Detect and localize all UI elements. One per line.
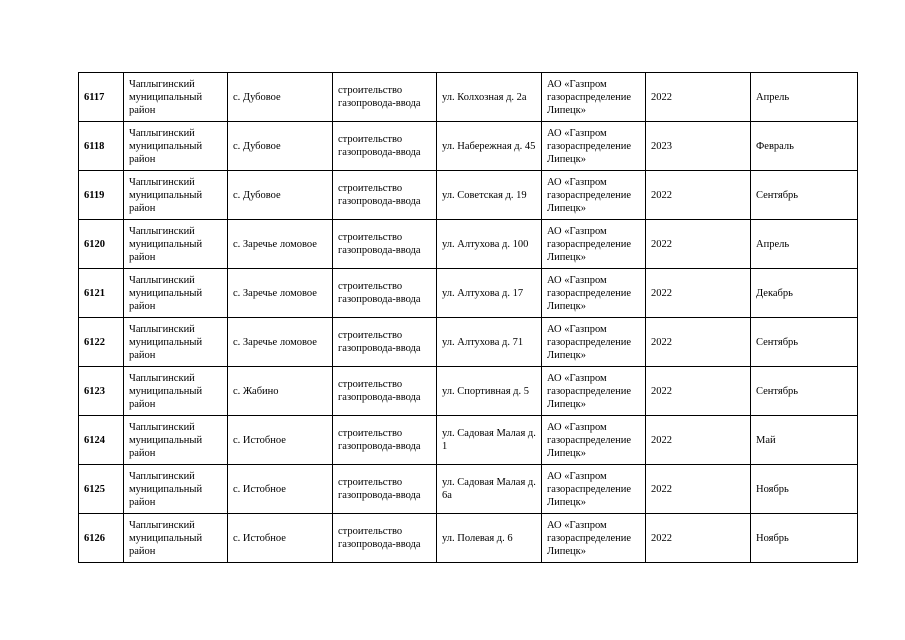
- table-row: [79, 73, 858, 122]
- month-cell: Ноябрь: [751, 465, 858, 514]
- year-cell: 2022: [646, 318, 751, 367]
- district-cell: Чаплыгинский муниципальный район: [124, 171, 228, 220]
- table-row: [79, 220, 858, 269]
- month-cell: Апрель: [751, 220, 858, 269]
- settlement-cell: с. Заречье ломовое: [228, 220, 333, 269]
- row-number: 6120: [79, 220, 124, 269]
- year-cell: 2022: [646, 73, 751, 122]
- settlement-cell: с. Истобное: [228, 465, 333, 514]
- address-cell: ул. Полевая д. 6: [437, 514, 542, 563]
- year-cell: 2022: [646, 171, 751, 220]
- organization-cell: АО «Газпром газораспределение Липецк»: [542, 367, 646, 416]
- row-number: 6123: [79, 367, 124, 416]
- work-type-cell: строительство газопровода-ввода: [333, 367, 437, 416]
- settlement-cell: с. Истобное: [228, 416, 333, 465]
- row-number: 6119: [79, 171, 124, 220]
- settlement-cell: с. Заречье ломовое: [228, 318, 333, 367]
- district-cell: Чаплыгинский муниципальный район: [124, 269, 228, 318]
- row-number: 6126: [79, 514, 124, 563]
- work-type-cell: строительство газопровода-ввода: [333, 122, 437, 171]
- row-number: 6125: [79, 465, 124, 514]
- month-cell: Сентябрь: [751, 367, 858, 416]
- year-cell: 2023: [646, 122, 751, 171]
- district-cell: Чаплыгинский муниципальный район: [124, 465, 228, 514]
- settlement-cell: с. Дубовое: [228, 73, 333, 122]
- month-cell: Апрель: [751, 73, 858, 122]
- district-cell: Чаплыгинский муниципальный район: [124, 220, 228, 269]
- address-cell: ул. Спортивная д. 5: [437, 367, 542, 416]
- year-cell: 2022: [646, 269, 751, 318]
- address-cell: ул. Садовая Малая д. 1: [437, 416, 542, 465]
- month-cell: Сентябрь: [751, 318, 858, 367]
- row-number: 6124: [79, 416, 124, 465]
- district-cell: Чаплыгинский муниципальный район: [124, 367, 228, 416]
- district-cell: Чаплыгинский муниципальный район: [124, 73, 228, 122]
- row-number: 6122: [79, 318, 124, 367]
- table-row: [79, 465, 858, 514]
- work-type-cell: строительство газопровода-ввода: [333, 269, 437, 318]
- gasification-table: [78, 72, 858, 563]
- settlement-cell: с. Дубовое: [228, 122, 333, 171]
- work-type-cell: строительство газопровода-ввода: [333, 514, 437, 563]
- work-type-cell: строительство газопровода-ввода: [333, 220, 437, 269]
- organization-cell: АО «Газпром газораспределение Липецк»: [542, 514, 646, 563]
- work-type-cell: строительство газопровода-ввода: [333, 465, 437, 514]
- work-type-cell: строительство газопровода-ввода: [333, 318, 437, 367]
- settlement-cell: с. Заречье ломовое: [228, 269, 333, 318]
- address-cell: ул. Набережная д. 45: [437, 122, 542, 171]
- address-cell: ул. Алтухова д. 71: [437, 318, 542, 367]
- month-cell: Февраль: [751, 122, 858, 171]
- organization-cell: АО «Газпром газораспределение Липецк»: [542, 269, 646, 318]
- work-type-cell: строительство газопровода-ввода: [333, 171, 437, 220]
- address-cell: ул. Колхозная д. 2а: [437, 73, 542, 122]
- year-cell: 2022: [646, 465, 751, 514]
- table-row: [79, 367, 858, 416]
- settlement-cell: с. Дубовое: [228, 171, 333, 220]
- month-cell: Сентябрь: [751, 171, 858, 220]
- work-type-cell: строительство газопровода-ввода: [333, 416, 437, 465]
- row-number: 6121: [79, 269, 124, 318]
- district-cell: Чаплыгинский муниципальный район: [124, 514, 228, 563]
- row-number: 6117: [79, 73, 124, 122]
- organization-cell: АО «Газпром газораспределение Липецк»: [542, 171, 646, 220]
- table-row: [79, 416, 858, 465]
- month-cell: Май: [751, 416, 858, 465]
- work-type-cell: строительство газопровода-ввода: [333, 73, 437, 122]
- organization-cell: АО «Газпром газораспределение Липецк»: [542, 122, 646, 171]
- table-row: [79, 122, 858, 171]
- district-cell: Чаплыгинский муниципальный район: [124, 122, 228, 171]
- settlement-cell: с. Истобное: [228, 514, 333, 563]
- table-row: [79, 171, 858, 220]
- district-cell: Чаплыгинский муниципальный район: [124, 416, 228, 465]
- organization-cell: АО «Газпром газораспределение Липецк»: [542, 465, 646, 514]
- row-number: 6118: [79, 122, 124, 171]
- address-cell: ул. Советская д. 19: [437, 171, 542, 220]
- address-cell: ул. Алтухова д. 17: [437, 269, 542, 318]
- table-body: [79, 73, 858, 563]
- year-cell: 2022: [646, 367, 751, 416]
- month-cell: Ноябрь: [751, 514, 858, 563]
- table-row: [79, 269, 858, 318]
- address-cell: ул. Алтухова д. 100: [437, 220, 542, 269]
- address-cell: ул. Садовая Малая д. 6а: [437, 465, 542, 514]
- table-row: [79, 318, 858, 367]
- organization-cell: АО «Газпром газораспределение Липецк»: [542, 73, 646, 122]
- table-row: [79, 514, 858, 563]
- organization-cell: АО «Газпром газораспределение Липецк»: [542, 318, 646, 367]
- settlement-cell: с. Жабино: [228, 367, 333, 416]
- district-cell: Чаплыгинский муниципальный район: [124, 318, 228, 367]
- organization-cell: АО «Газпром газораспределение Липецк»: [542, 416, 646, 465]
- year-cell: 2022: [646, 514, 751, 563]
- year-cell: 2022: [646, 416, 751, 465]
- organization-cell: АО «Газпром газораспределение Липецк»: [542, 220, 646, 269]
- month-cell: Декабрь: [751, 269, 858, 318]
- year-cell: 2022: [646, 220, 751, 269]
